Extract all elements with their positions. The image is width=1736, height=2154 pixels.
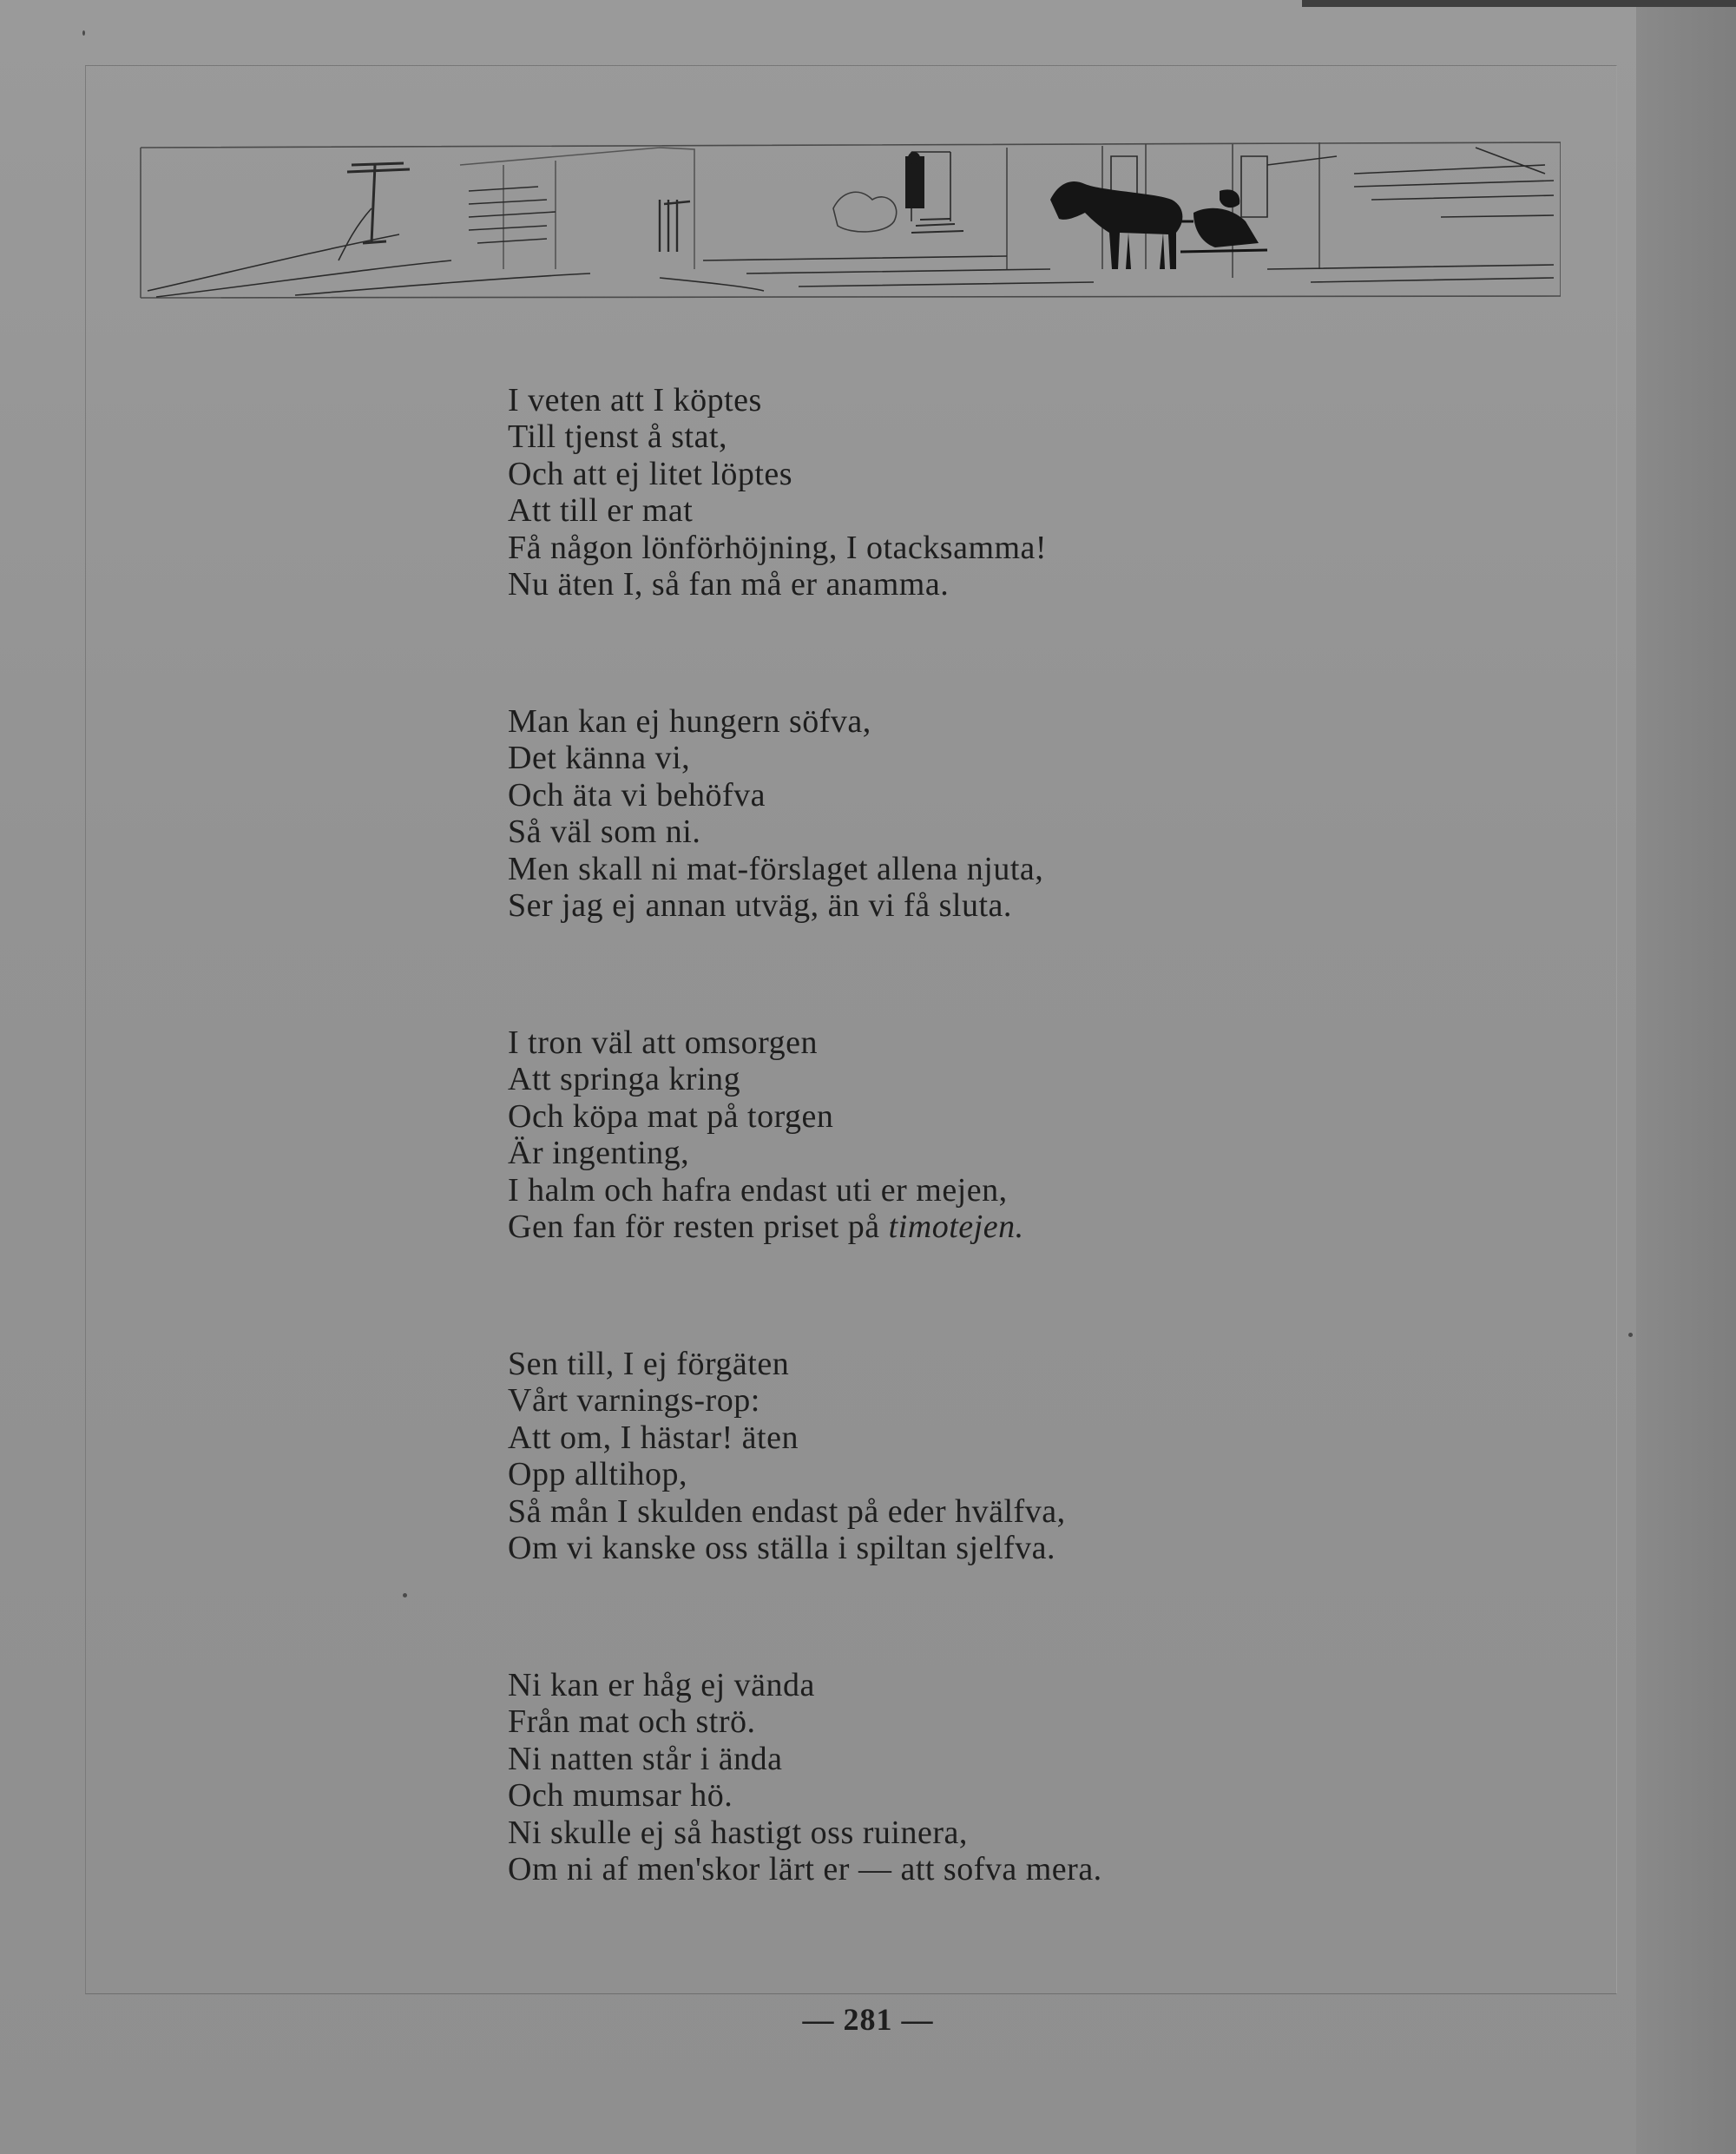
verse-line: Få någon lönförhöjning, I otacksamma! xyxy=(508,529,1048,566)
verse-line: I veten att I köptes xyxy=(508,382,762,418)
verse-line: Men skall ni mat-förslaget allena njuta, xyxy=(508,850,1044,887)
verse-line: Man kan ej hungern söfva, xyxy=(508,703,871,740)
verse-line: Är ingenting, xyxy=(508,1135,690,1172)
verse-line: Opp alltihop, xyxy=(508,1456,688,1493)
verse-line: I halm och hafra endast uti er mejen, xyxy=(508,1171,1008,1209)
horse-and-cart-street-scene-icon xyxy=(139,139,1561,300)
verse-line: Från mat och strö. xyxy=(508,1703,756,1741)
verse-line: Ni skulle ej så hastigt oss ruinera, xyxy=(508,1814,968,1851)
italic-word: timotejen. xyxy=(888,1209,1024,1246)
page-top-edge xyxy=(1302,0,1736,7)
verse-line: Så mån I skulden endast på eder hvälfva, xyxy=(508,1492,1066,1530)
verse-line: Om ni af men'skor lärt er — att sofva mera. xyxy=(508,1851,1102,1888)
verse-line: Till tjenst å stat, xyxy=(508,418,728,456)
verse-line: Att springa kring xyxy=(508,1061,741,1098)
verse-line-final xyxy=(508,1209,1024,1245)
verse-line: Nu äten I, så fan må er anamma. xyxy=(508,566,950,603)
verse-line: Om vi kanske oss ställa i spiltan sjelfva. xyxy=(508,1530,1056,1567)
stanza-3 xyxy=(508,1024,1024,1245)
verse-line: Vårt varnings-rop: xyxy=(508,1382,760,1420)
verse-line: Ni kan er håg ej vända xyxy=(508,1667,815,1703)
verse-line: Att om, I hästar! äten xyxy=(508,1419,799,1456)
verse-line-text: Gen fan för resten priset på xyxy=(508,1209,889,1246)
verse-line: Och mumsar hö. xyxy=(508,1777,733,1815)
stanza-2 xyxy=(508,703,1043,924)
verse-line: Sen till, I ej förgäten xyxy=(508,1346,790,1382)
dust-speck xyxy=(403,1593,407,1597)
verse-line: Så väl som ni. xyxy=(508,814,701,851)
stanza-5 xyxy=(508,1667,1102,1887)
verse-line: Att till er mat xyxy=(508,492,694,530)
dust-speck xyxy=(82,30,85,36)
stanza-4 xyxy=(508,1346,1066,1566)
dust-speck xyxy=(1628,1333,1633,1337)
page-edge-shadow xyxy=(1636,0,1736,2154)
verse-line: Ni natten står i ända xyxy=(508,1740,783,1777)
verse-line: Och att ej litet löptes xyxy=(508,455,793,492)
verse-line: Det känna vi, xyxy=(508,740,691,777)
verse-line: I tron väl att omsorgen xyxy=(508,1024,818,1061)
page-number: — 281 — xyxy=(802,2002,934,2037)
stanza-1 xyxy=(508,382,1047,603)
verse-line: Och äta vi behöfva xyxy=(508,776,766,814)
verse-line: Och köpa mat på torgen xyxy=(508,1097,834,1135)
verse-line: Ser jag ej annan utväg, än vi få sluta. xyxy=(508,887,1012,925)
